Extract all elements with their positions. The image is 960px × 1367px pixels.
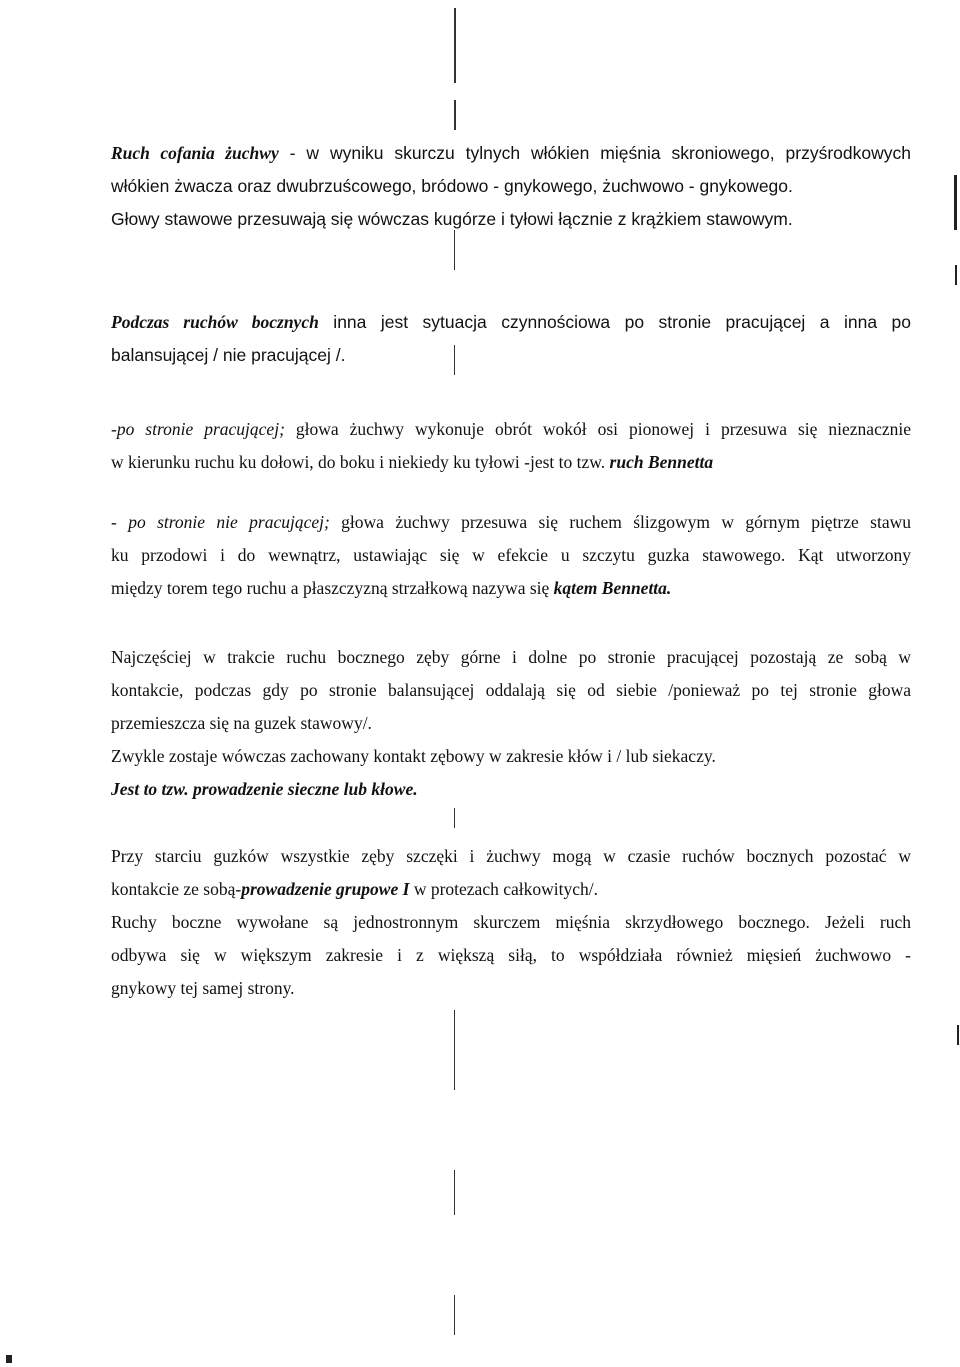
paragraph-4-line-3 <box>111 576 911 600</box>
paragraph-5-line-2: kontakcie, podczas gdy po stronie balansującej oddalają się od siebie /ponieważ po tej stronie głowa <box>111 680 911 700</box>
paragraph-5-line-4: Zwykle zostaje wówczas zachowany kontakt zębowy w zakresie kłów i / lub siekaczy. <box>111 746 716 766</box>
paragraph-5-line-1: Najczęściej w trakcie ruchu bocznego zęby górne i dolne po stronie pracującej pozostają ze sobą w <box>111 647 911 667</box>
text-run: - w wyniku skurczu tylnych włókien mięśnia skroniowego, przyśrodkowych <box>278 143 911 163</box>
scan-edge-mark <box>6 1355 12 1363</box>
term-bennett-movement: ruch Bennetta <box>609 452 714 472</box>
paragraph-6-line-3: Ruchy boczne wywołane są jednostronnym skurczem mięśnia skrzydłowego bocznego. Jeżeli ruch <box>111 912 911 932</box>
paragraph-6-line-2 <box>111 877 911 901</box>
paragraph-1-line-3: Głowy stawowe przesuwają się wówczas kugórze i tyłowi łącznie z krążkiem stawowym. <box>111 209 793 229</box>
paragraph-4-line-2: ku przodowi i do wewnątrz, ustawiając się w efekcie u szczytu guzka stawowego. Kąt utworzony <box>111 545 911 565</box>
paragraph-3-line-1 <box>111 417 911 441</box>
section-lead: -po stronie pracującej; <box>111 419 285 439</box>
paragraph-5-line-3: przemieszcza się na guzek stawowy/. <box>111 713 372 733</box>
paragraph-5-line-5: Jest to tzw. prowadzenie sieczne lub kłowe. <box>111 779 418 799</box>
term-bennett-angle: kątem Bennetta. <box>553 578 672 598</box>
text-run: w kierunku ruchu ku dołowi, do boku i niekiedy ku tyłowi -jest to tzw. <box>111 452 610 472</box>
text-run: głowa żuchwy wykonuje obrót wokół osi pionowej i przesuwa się nieznacznie <box>284 419 911 439</box>
text-run: głowa żuchwy przesuwa się ruchem ślizgowym w górnym piętrze stawu <box>329 512 911 532</box>
scan-edge-mark <box>955 265 957 285</box>
paragraph-3-line-2 <box>111 450 911 474</box>
text-run: w protezach całkowitych/. <box>409 879 598 899</box>
paragraph-4-line-1 <box>111 510 911 534</box>
paragraph-2-line-2: balansującej / nie pracującej /. <box>111 345 346 365</box>
section-term: Ruch cofania żuchwy <box>111 143 279 163</box>
term-group-guidance: prowadzenie grupowe I <box>241 879 410 899</box>
text-run: inna jest sytuacja czynnościowa po stronie pracującej a inna po <box>318 312 912 332</box>
text-run: kontakcie ze sobą- <box>111 879 242 899</box>
paragraph-6-line-1: Przy starciu guzków wszystkie zęby szczęki i żuchwy mogą w czasie ruchów bocznych pozostać w <box>111 846 911 866</box>
paragraph-1-line-2: włókien żwacza oraz dwubrzuścowego, bródowo - gnykowego, żuchwowo - gnykowego. <box>111 176 793 196</box>
section-term: Podczas ruchów bocznych <box>111 312 319 332</box>
paragraph-6-line-4: odbywa się w większym zakresie i z większą siłą, to współdziała również mięsień żuchwowo - <box>111 945 911 965</box>
section-lead: - po stronie nie pracującej; <box>111 512 330 532</box>
paragraph-1-line-1 <box>111 141 911 165</box>
paragraph-6-line-5: gnykowy tej samej strony. <box>111 978 295 998</box>
text-run: między torem tego ruchu a płaszczyzną strzałkową nazywa się <box>111 578 554 598</box>
paragraph-2-line-1 <box>111 310 911 334</box>
scan-edge-mark <box>957 1025 959 1045</box>
scan-edge-mark <box>954 175 957 230</box>
